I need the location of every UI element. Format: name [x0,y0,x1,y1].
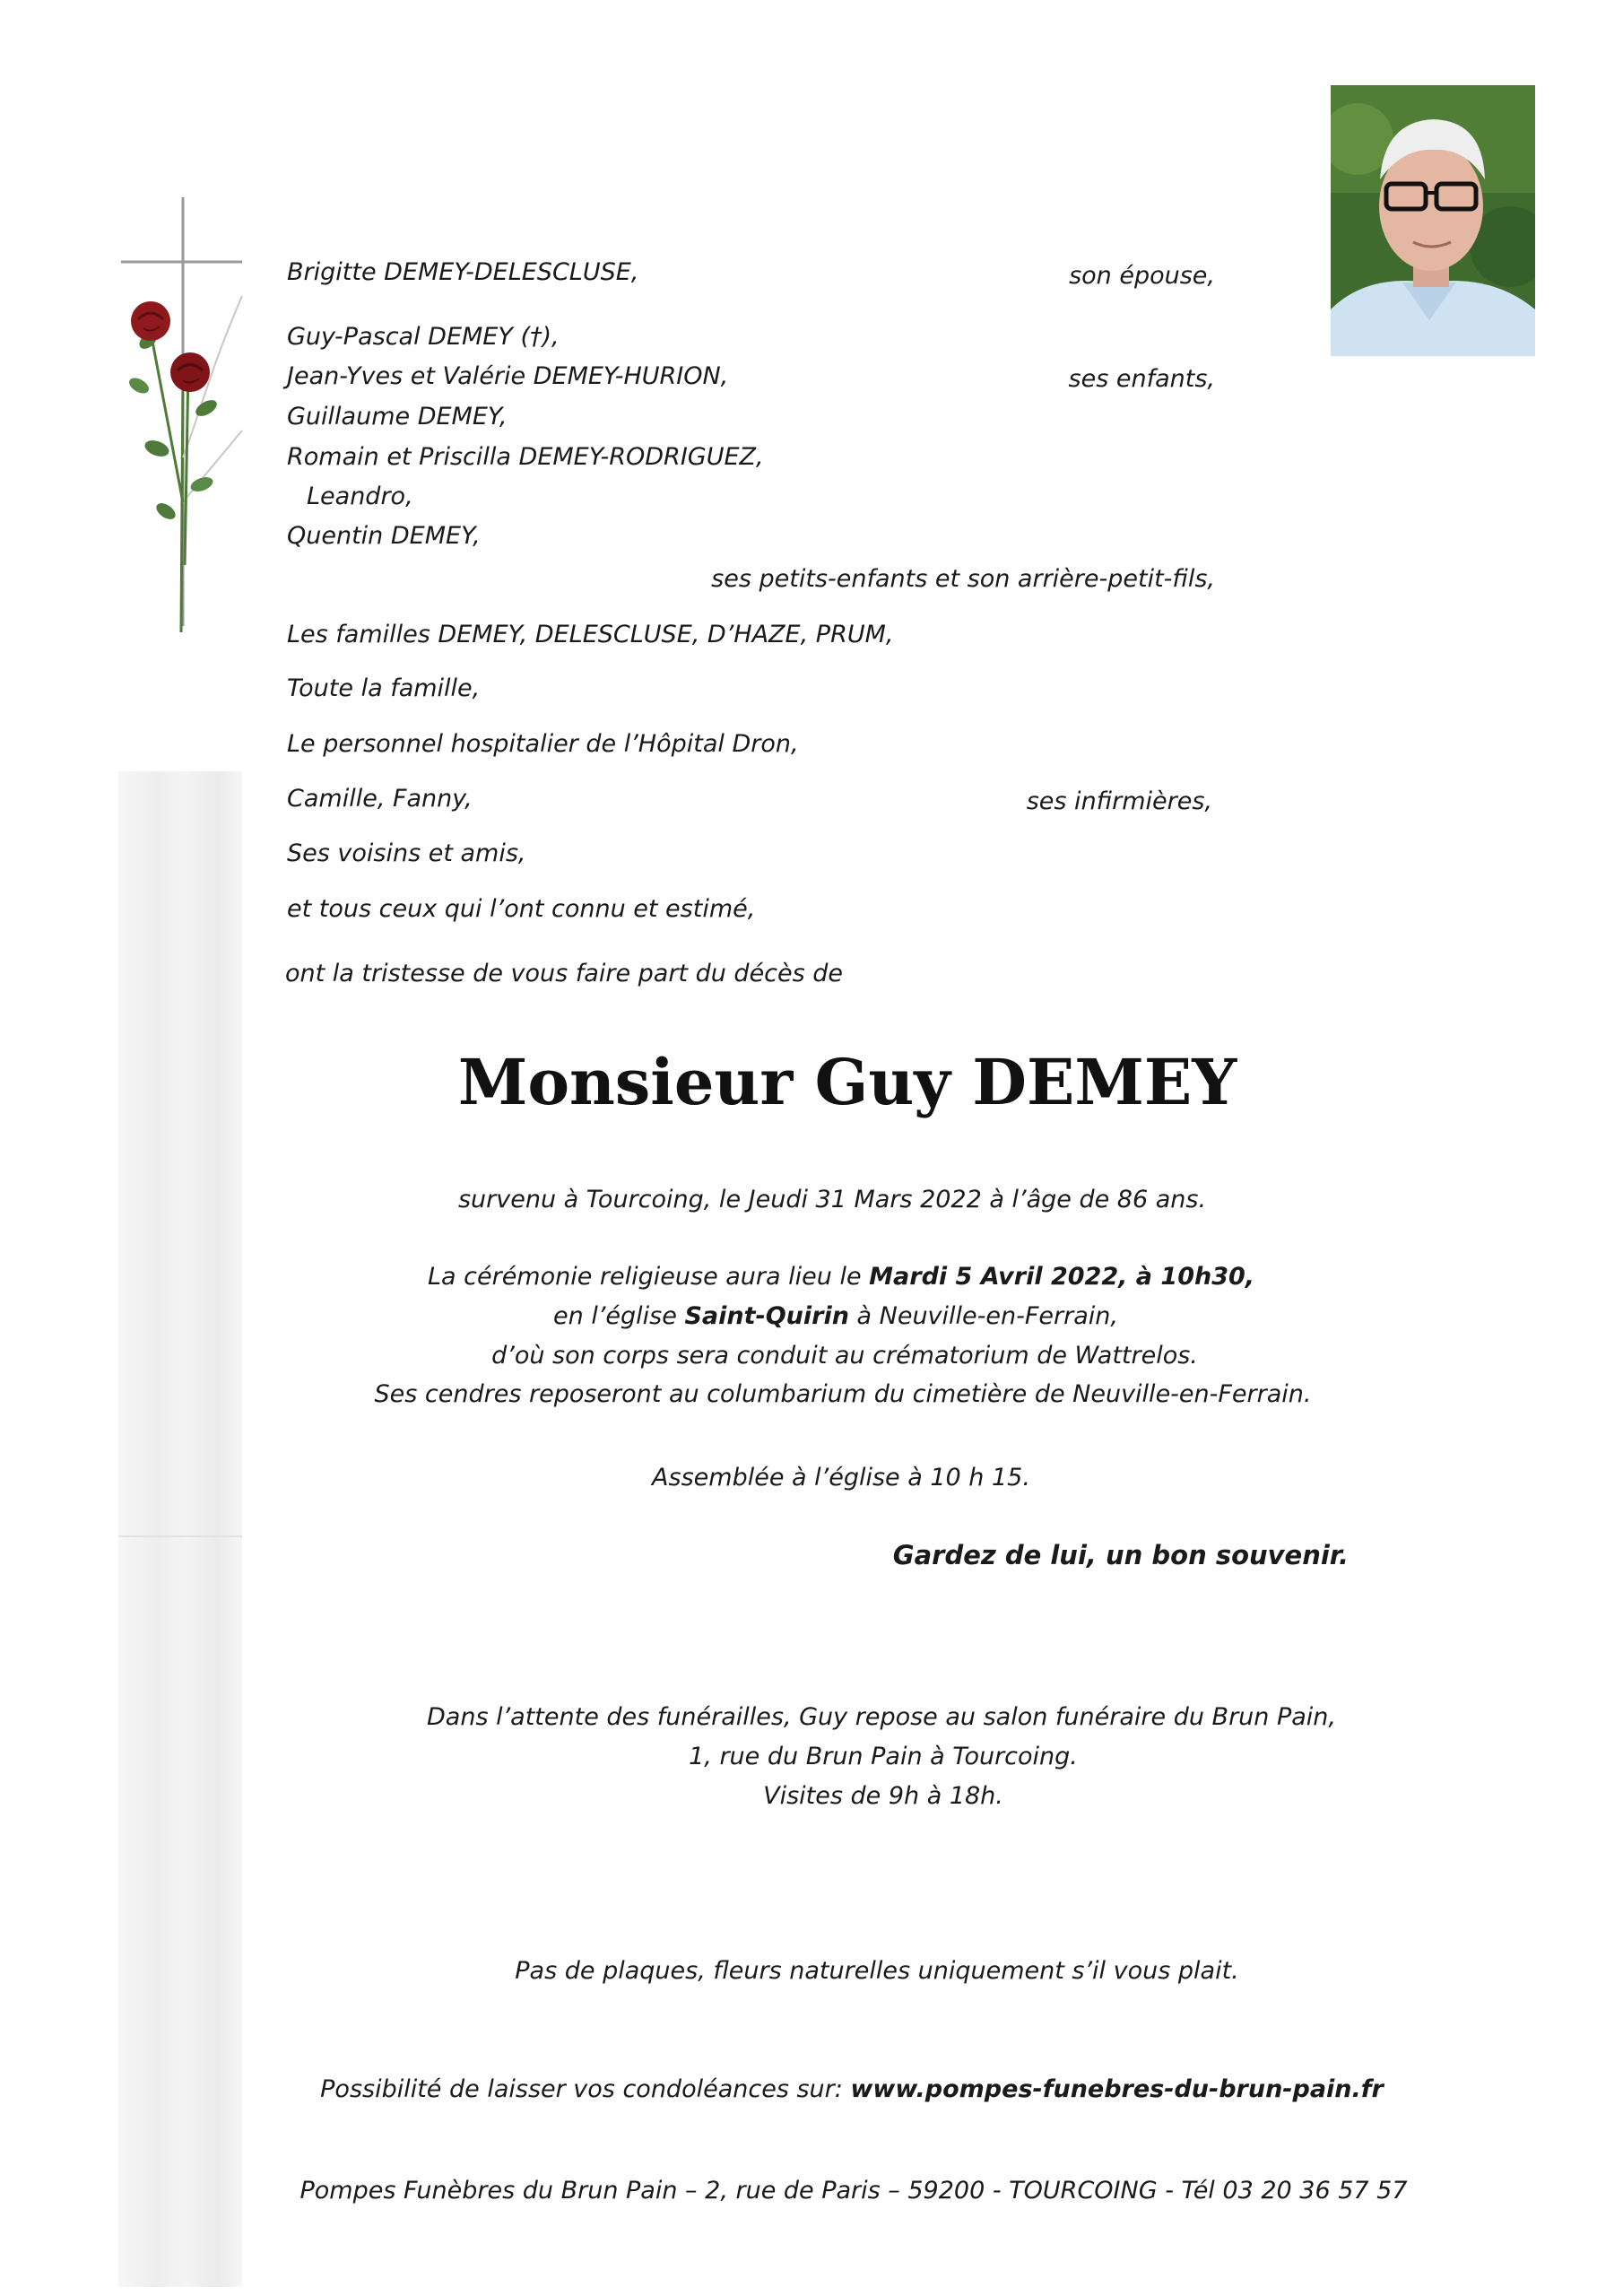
strip-divider [118,1535,242,1537]
condolences-link[interactable]: www.pompes-funebres-du-brun-pain.fr [850,2075,1384,2103]
visit-line-1: Dans l’attente des funérailles, Guy repose au salon funéraire du Brun Pain, [426,1703,1337,1731]
role-grandchildren: ses petits-enfants et son arrière-petit-fils, [711,565,1215,593]
visit-line-2: 1, rue du Brun Pain à Tourcoing. [689,1743,1078,1770]
decorative-strip [118,771,242,2287]
visit-line-3: Visites de 9h à 18h. [763,1782,1003,1810]
portrait-photo [1331,85,1535,356]
family-line-hospital: Le personnel hospitalier de l’Hôpital Dron, [287,730,799,758]
church-name: Saint-Quirin [684,1302,849,1330]
church-suffix: à Neuville-en-Ferrain, [848,1302,1118,1330]
footer-contact: Pompes Funèbres du Brun Pain – 2, rue de Paris – 59200 - TOURCOING - Tél 03 20 36 57 57 [299,2177,1408,2205]
family-line-whole-family: Toute la famille, [287,674,481,702]
church-line [553,1300,1118,1333]
family-line-nurses: Camille, Fanny, [287,785,473,813]
announcement-intro: ont la tristesse de vous faire part du décès de [285,960,844,987]
flowers-note: Pas de plaques, fleurs naturelles uniquement s’il vous plait. [515,1957,1239,1985]
memory-line: Gardez de lui, un bon souvenir. [892,1540,1349,1570]
cross-with-roses-icon [108,188,260,655]
family-line-grandchild: Leandro, [307,483,413,510]
deceased-name: Monsieur Guy DEMEY [457,1045,1237,1119]
family-line-child-1: Guy-Pascal DEMEY (†), [287,323,560,351]
family-line-neighbours: Ses voisins et amis, [287,839,526,867]
family-line-child-4: Romain et Priscilla DEMEY-RODRIGUEZ, [287,443,764,471]
family-line-spouse: Brigitte DEMEY-DELESCLUSE, [287,258,639,286]
family-line-families: Les familles DEMEY, DELESCLUSE, D’HAZE, PRUM, [287,621,894,648]
assembly-line: Assemblée à l’église à 10 h 15. [652,1464,1030,1492]
family-line-child-2: Jean-Yves et Valérie DEMEY-HURION, [287,362,729,390]
role-children: ses enfants, [1068,365,1215,393]
family-line-child-5: Quentin DEMEY, [287,522,481,550]
church-prefix: en l’église [553,1302,685,1330]
role-spouse: son épouse, [1069,262,1215,290]
ceremony-line [428,1261,1254,1293]
ashes-line: Ses cendres reposeront au columbarium du cimetière de Neuville-en-Ferrain. [374,1380,1312,1408]
ceremony-prefix: La cérémonie religieuse aura lieu le [427,1263,870,1291]
role-nurses: ses infirmières, [1026,787,1212,815]
crematorium-line: d’où son corps sera conduit au crématorium de Wattrelos. [491,1342,1198,1370]
ceremony-date: Mardi 5 Avril 2022, à 10h30, [869,1263,1255,1291]
death-details: survenu à Tourcoing, le Jeudi 31 Mars 2022 à l’âge de 86 ans. [457,1186,1207,1213]
condolences-prefix: Possibilité de laisser vos condoléances sur: [320,2075,851,2103]
family-line-child-3: Guillaume DEMEY, [287,403,508,430]
family-line-acquaintances: et tous ceux qui l’ont connu et estimé, [287,895,756,923]
condolences-line [320,2074,1384,2106]
